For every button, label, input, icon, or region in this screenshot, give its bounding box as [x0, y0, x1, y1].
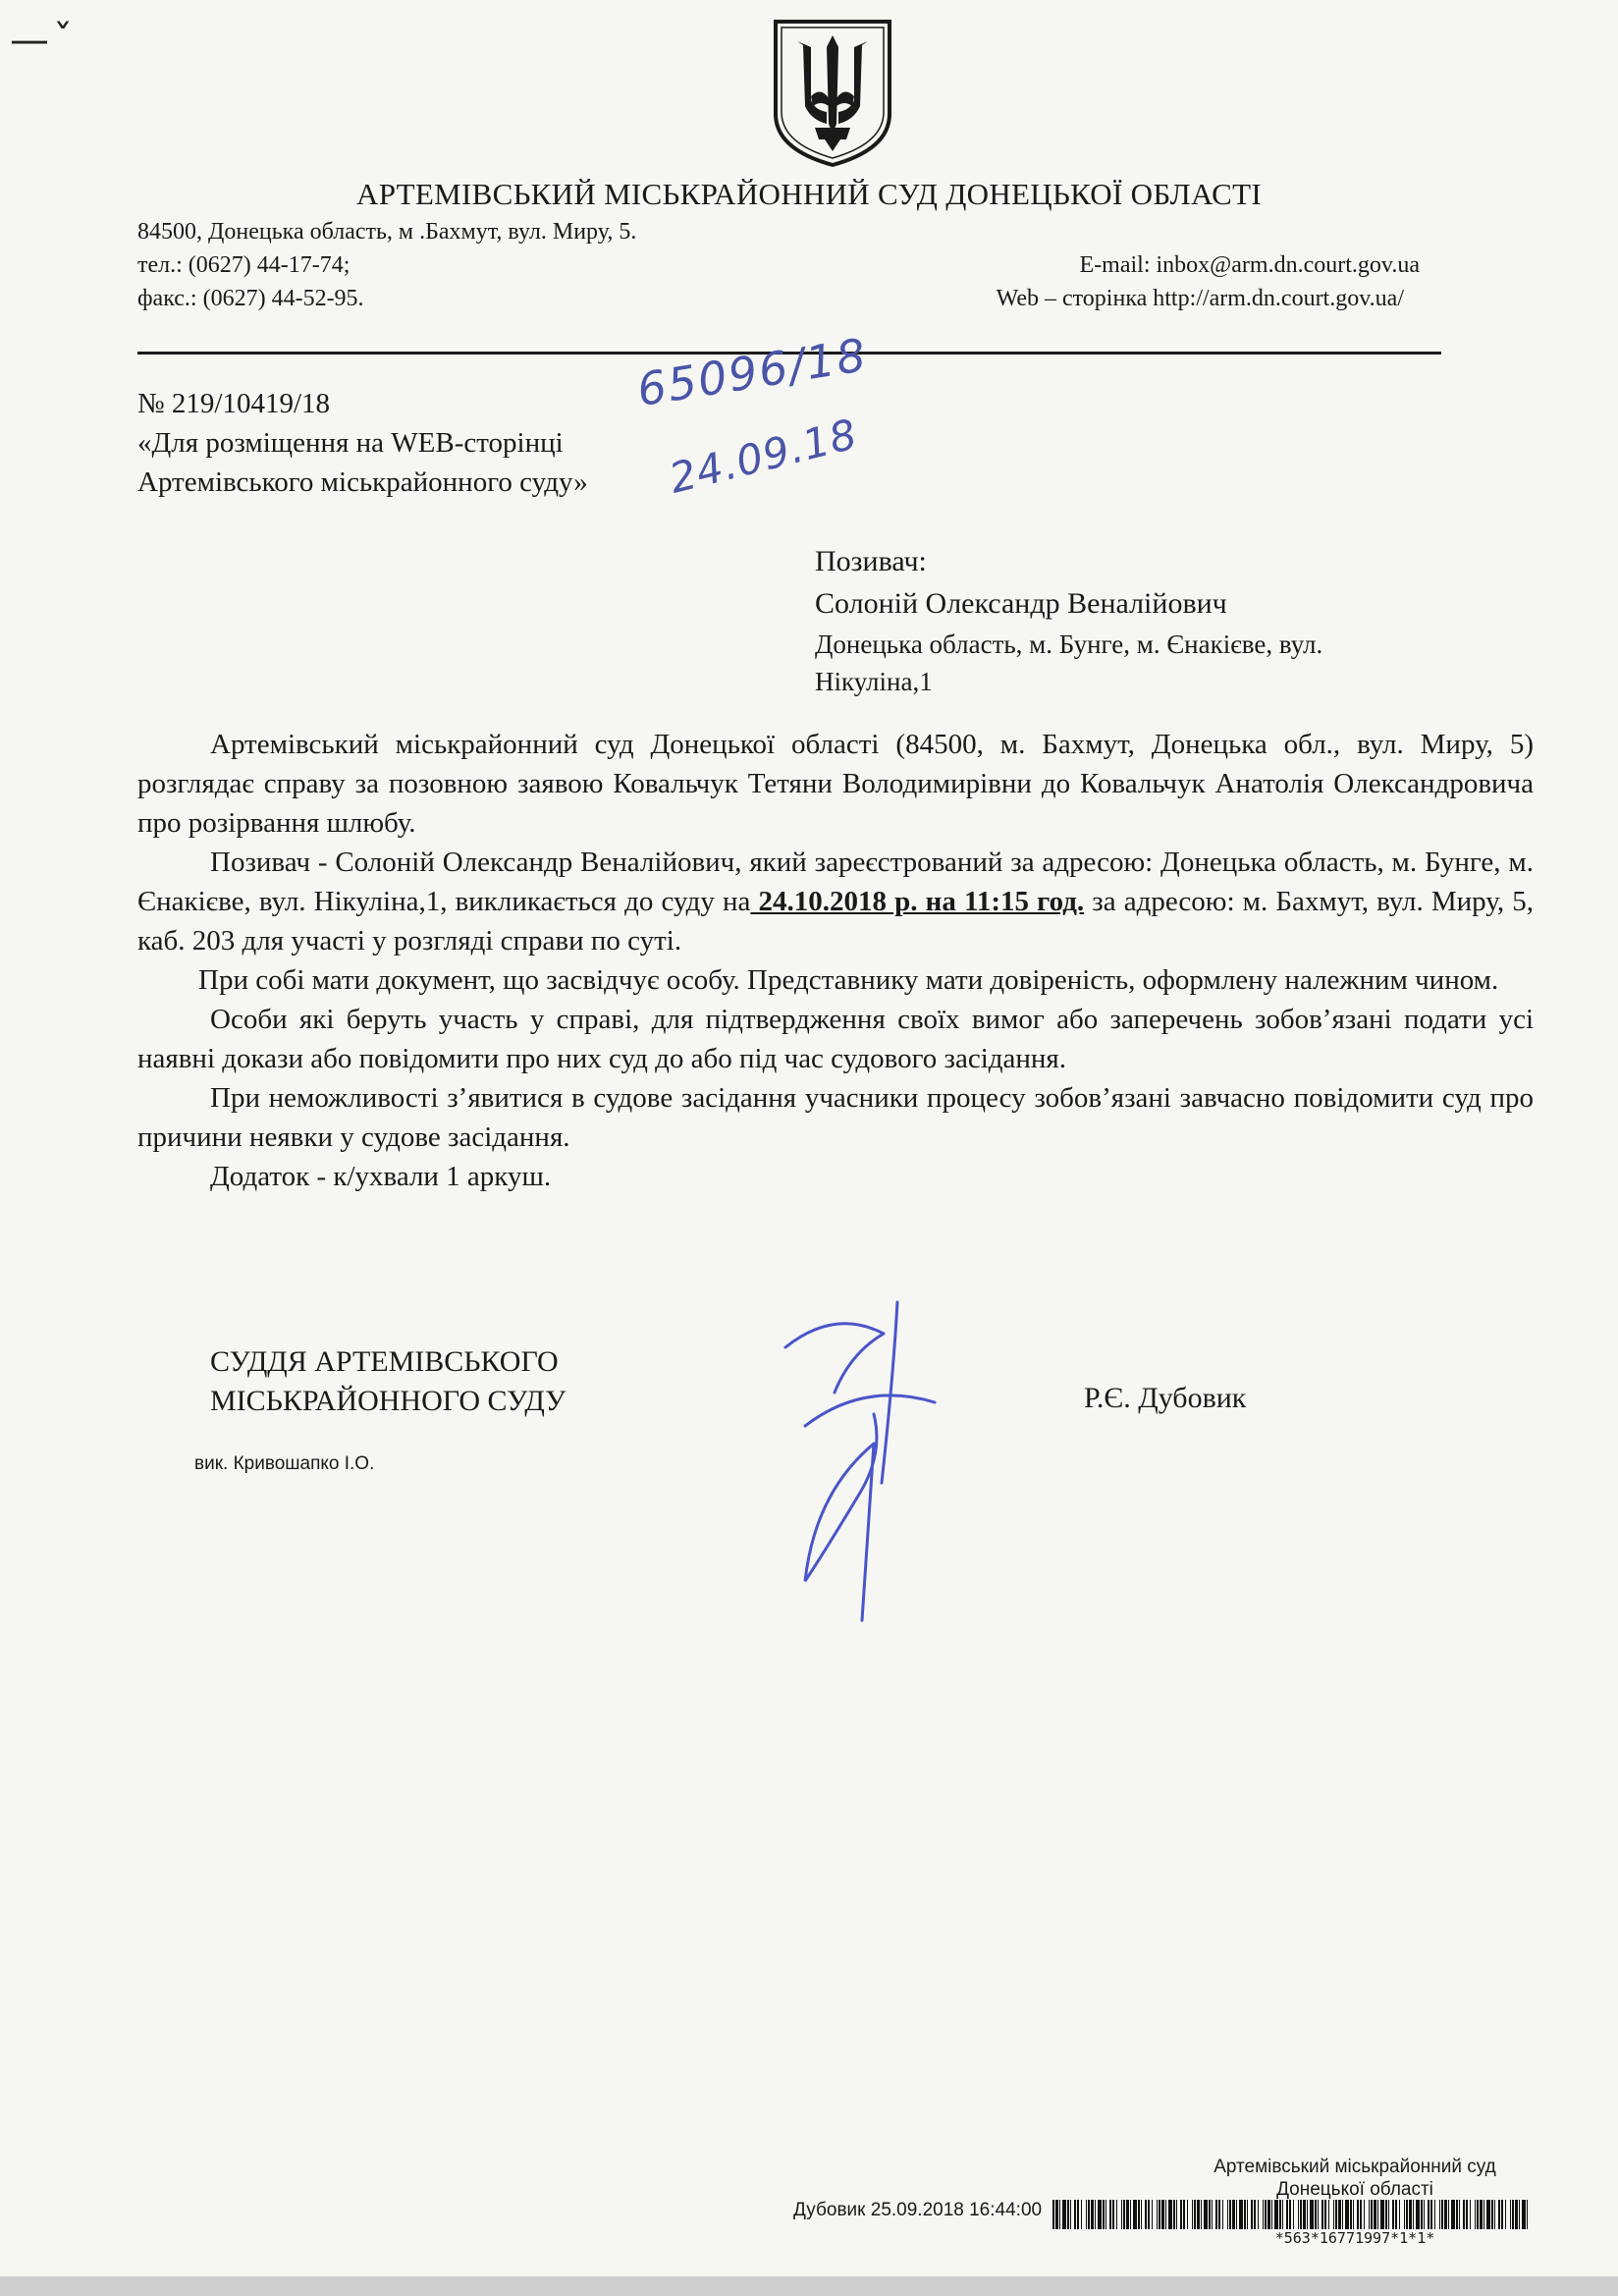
handwritten-signature-icon — [766, 1296, 962, 1630]
plaintiff-address-line-2: Нікуліна,1 — [815, 667, 933, 696]
scan-bottom-edge — [0, 2276, 1618, 2296]
document-body — [137, 725, 1534, 1196]
plaintiff-address-line-1: Донецька область, м. Бунге, м. Єнакієве, вул. — [815, 629, 1323, 659]
body-paragraph-5: При неможливості з’явитися в судове засідання учасники процесу зобов’язані завчасно повідомити суд про причини неявки у судове засідання. — [137, 1082, 1534, 1153]
plaintiff-block — [815, 541, 1502, 700]
body-paragraph-2 — [137, 843, 1534, 960]
judge-role-line-1: СУДДЯ АРТЕМІВСЬКОГО — [210, 1345, 559, 1378]
case-number: № 219/10419/18 — [137, 388, 331, 419]
barcode-icon — [1052, 2200, 1528, 2229]
body-paragraph-3: При собі мати документ, що засвідчує особу. Представнику мати довіреність, оформлену належним чином. — [198, 964, 1499, 996]
judge-name: Р.Є. Дубовик — [1084, 1382, 1247, 1414]
executor-name: вик. Кривошапко І.О. — [194, 1453, 375, 1474]
summons-text: Позивач - Солоній Олександр Веналійович, який зареєстрований за адресою: Донецька область, м. Бунге, м. Єнакієве, вул. Нікуліна,1, викликається до суду на — [137, 847, 1534, 917]
plaintiff-label: Позивач: — [815, 545, 927, 577]
hearing-location: за адресою: м. Бахмут, вул. Миру, 5, каб. 203 для участі у розгляді справи по суті. — [137, 886, 1535, 957]
body-paragraph-1: Артемівський міськрайонний суд Донецької області (84500, м. Бахмут, Донецька обл., вул. Миру, 5) розглядає справу за позовною заявою Ковальчук Тетяни Володимирівни до Ковальчук Анатолія Олександровича про розірвання шлюбу. — [137, 729, 1534, 839]
web-note-line-1: «Для розміщення на WEB-сторінці — [137, 427, 564, 459]
stamp-court-line-2: Донецької області — [1276, 2179, 1433, 2200]
court-website: Web – сторінка http://arm.dn.court.gov.ua/ — [996, 286, 1404, 311]
web-note-line-2: Артемівського міськрайонного суду» — [137, 466, 588, 498]
judge-role — [210, 1342, 566, 1421]
judge-role-line-2: МІСЬКРАЙОННОГО СУДУ — [210, 1385, 566, 1417]
trident-emblem-icon — [772, 18, 893, 167]
stamp-court-line-1: Артемівський міськрайонний суд — [1214, 2157, 1496, 2177]
court-title: АРТЕМІВСЬКИЙ МІСЬКРАЙОННИЙ СУД ДОНЕЦЬКОЇ ОБЛАСТІ — [356, 177, 1262, 211]
court-stamp — [1129, 2156, 1581, 2201]
court-email: E-mail: inbox@arm.dn.court.gov.ua — [1079, 252, 1420, 278]
corner-mark: —ˇ — [10, 18, 77, 63]
plaintiff-name: Солоній Олександр Веналійович — [815, 587, 1227, 620]
hearing-date-time: 24.10.2018 р. на 11:15 год. — [750, 886, 1085, 917]
court-address: 84500, Донецька область, м .Бахмут, вул. Миру, 5. — [137, 219, 637, 245]
e-signature-info: Дубовик 25.09.2018 16:44:00 — [793, 2200, 1043, 2220]
handwritten-registration-number: 65096/18 — [633, 327, 872, 417]
body-paragraph-4: Особи які беруть участь у справі, для підтвердження своїх вимог або заперечень зобов’язані подати усі наявні докази або повідомити про них суд до або під час судового засідання. — [137, 1004, 1534, 1074]
web-publication-note — [137, 423, 727, 502]
court-fax: факс.: (0627) 44-52-95. — [137, 286, 364, 311]
barcode-number: *563*16771997*1*1* — [1274, 2229, 1435, 2247]
body-paragraph-6: Додаток - к/ухвали 1 аркуш. — [210, 1161, 552, 1192]
court-phone: тел.: (0627) 44-17-74; — [137, 252, 351, 278]
handwritten-registration-date: 24.09.18 — [664, 410, 863, 503]
